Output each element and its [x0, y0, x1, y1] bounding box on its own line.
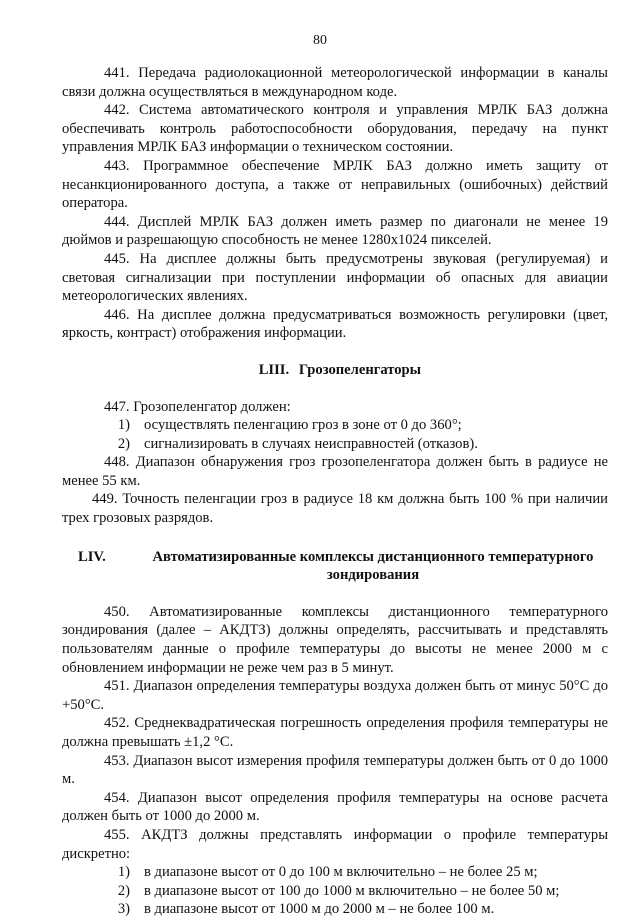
paragraph-443: 443. Программное обеспечение МРЛК БАЗ должно иметь защиту от несанкционированного доступа, а также от неправильных (ошибочных) действий оператора.: [62, 157, 608, 212]
list-text: осуществлять пеленгацию гроз в зоне от 0 до 360°;: [144, 417, 462, 434]
list-number: 2): [117, 882, 130, 899]
list-number: 1): [117, 417, 130, 434]
page-number: 80: [313, 33, 327, 48]
list-item: [62, 416, 608, 435]
paragraph-441: 441. Передача радиолокационной метеорологической информации в каналы связи должна осуществляться в международном коде.: [62, 65, 608, 100]
list-number: 2): [117, 435, 130, 452]
paragraph-453: 453. Диапазон высот измерения профиля температуры должен быть от 0 до 1000 м.: [62, 752, 608, 788]
paragraph-446: 446. На дисплее должна предусматриваться возможность регулировки (цвет, яркость, контраст) отображения информации.: [62, 306, 608, 342]
list-text: сигнализировать в случаях неисправностей (отказов).: [144, 435, 478, 452]
list-number: 3): [117, 901, 130, 918]
section-heading-liii: [62, 361, 608, 380]
section-number: LIV.: [78, 548, 106, 565]
paragraph-450: 450. Автоматизированные комплексы дистанционного температурного зондирования (далее – АКДТЗ) должны определять, рассчитывать и представлять пользователям данные о профиле температуры до высоты не менее 2000 м с обновлением информации не реже чем раз в 5 минут.: [62, 603, 608, 676]
section-title: Грозопеленгаторы: [298, 361, 422, 378]
paragraph-451: 451. Диапазон определения температуры воздуха должен быть от минус 50°С до +50°С.: [62, 678, 608, 713]
list-text: в диапазоне высот от 100 до 1000 м включительно – не более 50 м;: [144, 882, 560, 899]
paragraph-454: 454. Диапазон высот определения профиля температуры на основе расчета должен быть от 1000 до 2000 м.: [62, 789, 608, 825]
paragraph-449: 449. Точность пеленгации гроз в радиусе 18 км должна быть 100 % при наличии трех грозовых разрядов.: [62, 491, 608, 527]
list-text: в диапазоне высот от 0 до 100 м включительно – не более 25 м;: [144, 864, 538, 881]
paragraph-444: 444. Дисплей МРЛК БАЗ должен иметь размер по диагонали не менее 19 дюймов и разрешающую способность не менее 1280x1024 пикселей.: [62, 213, 608, 249]
paragraph-445: 445. На дисплее должны быть предусмотрены звуковая (регулируемая) и световая сигнализации при поступлении информации об опасных для авиации метеорологических явлениях.: [62, 250, 608, 305]
list-item: [62, 863, 608, 882]
list-item: [62, 882, 608, 901]
list-number: 1): [117, 864, 130, 881]
section-number: LIII.: [258, 361, 290, 378]
paragraph-447: 447. Грозопеленгатор должен:: [104, 398, 291, 415]
paragraph-452: 452. Среднеквадратическая погрешность определения профиля температуры не должна превышать ±1,2 °С.: [62, 715, 608, 750]
paragraph-455: 455. АКДТЗ должны представлять информации о профиле температуры дискретно:: [62, 826, 608, 862]
list-item: [62, 900, 608, 919]
paragraph-442: 442. Система автоматического контроля и управления МРЛК БАЗ должна обеспечивать контроль работоспособности оборудования, передачу на пункт управления МРЛК БАЗ информации о техническом состоянии.: [62, 102, 608, 156]
list-text: в диапазоне высот от 1000 м до 2000 м – не более 100 м.: [144, 901, 495, 918]
section-title: Автоматизированные комплексы дистанционного температурного зондирования: [152, 548, 594, 584]
section-heading-liv: [62, 548, 608, 585]
page-content: [62, 64, 608, 919]
list-item: [62, 435, 608, 454]
paragraph-448: 448. Диапазон обнаружения гроз грозопеленгатора должен быть в радиусе не менее 55 км.: [62, 454, 608, 489]
